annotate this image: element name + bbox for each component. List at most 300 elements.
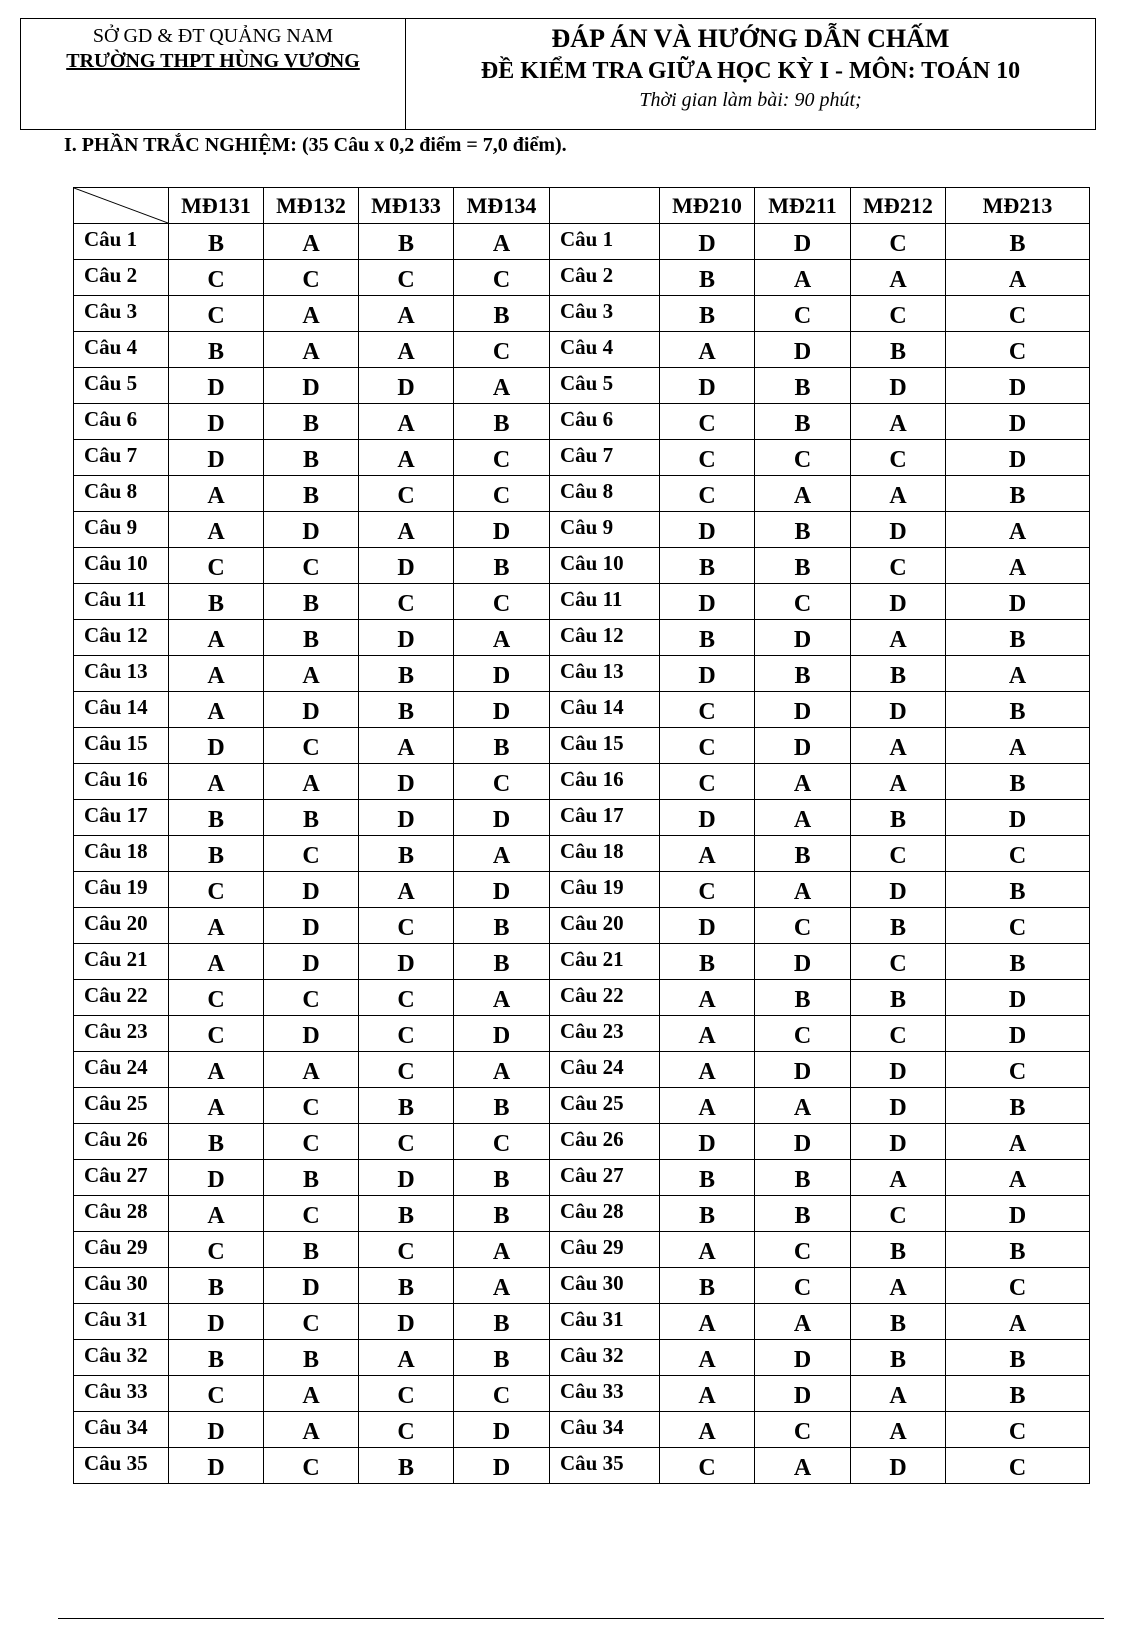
answer-cell: D: [946, 1016, 1090, 1052]
answer-cell: D: [359, 764, 454, 800]
answer-cell: C: [851, 548, 946, 584]
answer-cell: A: [169, 620, 264, 656]
answer-cell: D: [169, 440, 264, 476]
answer-cell: C: [359, 1412, 454, 1448]
question-label: Câu 21: [74, 944, 169, 980]
answer-cell: A: [660, 1052, 755, 1088]
answer-cell: A: [755, 260, 851, 296]
answer-cell: D: [264, 1268, 359, 1304]
question-label: Câu 3: [550, 296, 660, 332]
answer-cell: B: [169, 1268, 264, 1304]
answer-cell: D: [169, 404, 264, 440]
question-label: Câu 14: [550, 692, 660, 728]
answer-cell: A: [851, 1376, 946, 1412]
question-label: Câu 18: [550, 836, 660, 872]
answer-cell: C: [660, 440, 755, 476]
answer-cell: B: [946, 1376, 1090, 1412]
answer-cell: D: [755, 620, 851, 656]
question-label: Câu 9: [550, 512, 660, 548]
answer-cell: A: [454, 1052, 550, 1088]
answer-cell: D: [851, 872, 946, 908]
answer-key-table: [73, 187, 1090, 1484]
answer-cell: D: [359, 548, 454, 584]
answer-cell: A: [851, 728, 946, 764]
answer-cell: B: [755, 404, 851, 440]
answer-cell: B: [660, 1196, 755, 1232]
answer-cell: A: [359, 440, 454, 476]
table-row: [74, 980, 1090, 1016]
answer-cell: B: [169, 800, 264, 836]
question-label: Câu 25: [74, 1088, 169, 1124]
answer-cell: B: [946, 944, 1090, 980]
table-row: [74, 1196, 1090, 1232]
question-label: Câu 35: [74, 1448, 169, 1484]
answer-cell: D: [359, 368, 454, 404]
exam-code-header: MĐ133: [359, 188, 454, 224]
answer-cell: C: [169, 548, 264, 584]
answer-cell: A: [359, 1340, 454, 1376]
answer-cell: C: [851, 440, 946, 476]
answer-cell: C: [755, 1268, 851, 1304]
question-label: Câu 24: [550, 1052, 660, 1088]
answer-cell: C: [169, 1016, 264, 1052]
answer-cell: C: [946, 1268, 1090, 1304]
answer-cell: A: [851, 1160, 946, 1196]
answer-cell: C: [755, 584, 851, 620]
header-left-block: [21, 19, 406, 129]
answer-cell: A: [660, 1376, 755, 1412]
answer-cell: D: [359, 620, 454, 656]
answer-cell: D: [169, 368, 264, 404]
question-label: Câu 29: [550, 1232, 660, 1268]
answer-cell: C: [755, 1016, 851, 1052]
answer-cell: A: [454, 1232, 550, 1268]
table-row: [74, 1268, 1090, 1304]
answer-cell: A: [169, 908, 264, 944]
answer-cell: A: [755, 1448, 851, 1484]
question-label: Câu 28: [74, 1196, 169, 1232]
answer-cell: C: [946, 332, 1090, 368]
answer-cell: D: [755, 1376, 851, 1412]
answer-cell: B: [169, 836, 264, 872]
answer-cell: B: [264, 440, 359, 476]
answer-cell: D: [264, 1016, 359, 1052]
answer-cell: C: [660, 728, 755, 764]
answer-cell: B: [359, 692, 454, 728]
answer-cell: D: [169, 1160, 264, 1196]
answer-cell: A: [169, 656, 264, 692]
answer-cell: D: [946, 800, 1090, 836]
answer-cell: A: [359, 404, 454, 440]
answer-cell: A: [264, 764, 359, 800]
answer-cell: D: [454, 512, 550, 548]
question-label: Câu 1: [74, 224, 169, 260]
exam-code-header: MĐ210: [660, 188, 755, 224]
exam-code-header: MĐ212: [851, 188, 946, 224]
answer-cell: C: [851, 296, 946, 332]
answer-cell: C: [359, 1232, 454, 1268]
answer-cell: D: [755, 728, 851, 764]
answer-cell: D: [454, 872, 550, 908]
answer-cell: A: [755, 800, 851, 836]
question-label: Câu 16: [550, 764, 660, 800]
answer-cell: D: [755, 1340, 851, 1376]
answer-cell: B: [946, 620, 1090, 656]
answer-cell: C: [169, 296, 264, 332]
table-row: [74, 656, 1090, 692]
question-label: Câu 5: [550, 368, 660, 404]
answer-cell: C: [946, 1052, 1090, 1088]
answer-cell: C: [755, 1412, 851, 1448]
answer-cell: A: [454, 224, 550, 260]
answer-cell: C: [660, 692, 755, 728]
answer-cell: B: [851, 1232, 946, 1268]
question-label: Câu 15: [74, 728, 169, 764]
answer-cell: B: [359, 1448, 454, 1484]
question-label: Câu 35: [550, 1448, 660, 1484]
question-label: Câu 25: [550, 1088, 660, 1124]
answer-cell: B: [946, 1232, 1090, 1268]
answer-cell: C: [851, 1196, 946, 1232]
answer-cell: A: [946, 260, 1090, 296]
question-label: Câu 31: [74, 1304, 169, 1340]
answer-cell: A: [946, 728, 1090, 764]
table-row: [74, 440, 1090, 476]
answer-cell: B: [359, 1088, 454, 1124]
answer-cell: A: [264, 224, 359, 260]
answer-cell: C: [660, 764, 755, 800]
question-label: Câu 13: [550, 656, 660, 692]
question-label: Câu 9: [74, 512, 169, 548]
answer-cell: D: [946, 584, 1090, 620]
table-row: [74, 260, 1090, 296]
answer-cell: B: [946, 692, 1090, 728]
question-label: Câu 33: [550, 1376, 660, 1412]
answer-cell: A: [359, 512, 454, 548]
question-label: Câu 13: [74, 656, 169, 692]
question-label: Câu 1: [550, 224, 660, 260]
answer-cell: C: [359, 1016, 454, 1052]
question-label: Câu 29: [74, 1232, 169, 1268]
answer-cell: A: [660, 980, 755, 1016]
exam-duration: Thời gian làm bài: 90 phút;: [639, 89, 862, 111]
answer-cell: B: [851, 800, 946, 836]
answer-cell: C: [755, 1232, 851, 1268]
answer-cell: B: [264, 620, 359, 656]
answer-cell: D: [946, 368, 1090, 404]
answer-cell: C: [851, 836, 946, 872]
exam-code-header: MĐ134: [454, 188, 550, 224]
answer-cell: C: [946, 1448, 1090, 1484]
answer-cell: D: [946, 980, 1090, 1016]
question-label: Câu 32: [74, 1340, 169, 1376]
answer-cell: A: [660, 1304, 755, 1340]
exam-title: ĐỀ KIỂM TRA GIỮA HỌC KỲ I - MÔN: TOÁN 10: [480, 58, 1021, 84]
answer-cell: C: [264, 836, 359, 872]
answer-cell: C: [660, 476, 755, 512]
answer-cell: D: [851, 512, 946, 548]
table-row: [74, 1232, 1090, 1268]
question-label: Câu 21: [550, 944, 660, 980]
answer-cell: C: [359, 260, 454, 296]
answer-cell: B: [454, 548, 550, 584]
question-label: Câu 30: [74, 1268, 169, 1304]
question-label: Câu 6: [74, 404, 169, 440]
answer-cell: A: [755, 1304, 851, 1340]
answer-cell: D: [660, 224, 755, 260]
question-label: Câu 19: [74, 872, 169, 908]
answer-cell: D: [359, 1304, 454, 1340]
question-label: Câu 24: [74, 1052, 169, 1088]
table-row: [74, 512, 1090, 548]
answer-cell: B: [851, 908, 946, 944]
answer-cell: B: [660, 548, 755, 584]
table-row: [74, 728, 1090, 764]
answer-cell: D: [454, 800, 550, 836]
answer-cell: B: [755, 980, 851, 1016]
answer-cell: A: [851, 1268, 946, 1304]
answer-cell: B: [359, 656, 454, 692]
answer-cell: D: [755, 692, 851, 728]
answer-cell: B: [851, 980, 946, 1016]
answer-cell: B: [169, 1340, 264, 1376]
answer-cell: D: [454, 656, 550, 692]
answer-cell: B: [660, 944, 755, 980]
answer-cell: D: [660, 512, 755, 548]
question-label: Câu 15: [550, 728, 660, 764]
question-label: Câu 18: [74, 836, 169, 872]
answer-cell: B: [264, 1160, 359, 1196]
question-label: Câu 11: [550, 584, 660, 620]
answer-cell: B: [454, 296, 550, 332]
question-label: Câu 8: [550, 476, 660, 512]
question-label: Câu 2: [550, 260, 660, 296]
answer-cell: C: [359, 1124, 454, 1160]
answer-cell: D: [851, 1124, 946, 1160]
exam-code-header: MĐ132: [264, 188, 359, 224]
answer-cell: D: [660, 368, 755, 404]
answer-cell: C: [454, 476, 550, 512]
answer-cell: A: [755, 476, 851, 512]
table-row: [74, 872, 1090, 908]
table-row: [74, 476, 1090, 512]
question-label: Câu 34: [550, 1412, 660, 1448]
answer-cell: B: [169, 1124, 264, 1160]
question-label: Câu 22: [74, 980, 169, 1016]
answer-cell: B: [454, 1196, 550, 1232]
question-label: Câu 4: [74, 332, 169, 368]
question-label: Câu 11: [74, 584, 169, 620]
answer-cell: B: [755, 836, 851, 872]
answer-cell: B: [359, 1268, 454, 1304]
answer-cell: C: [359, 980, 454, 1016]
table-row: [74, 404, 1090, 440]
question-label: Câu 17: [74, 800, 169, 836]
answer-cell: B: [454, 1088, 550, 1124]
answer-cell: D: [454, 692, 550, 728]
table-row: [74, 1160, 1090, 1196]
answer-cell: C: [454, 764, 550, 800]
answer-cell: A: [454, 368, 550, 404]
table-row: [74, 1016, 1090, 1052]
answer-cell: B: [660, 296, 755, 332]
answer-cell: B: [169, 332, 264, 368]
answer-cell: C: [454, 1124, 550, 1160]
question-label: Câu 19: [550, 872, 660, 908]
table-row: [74, 944, 1090, 980]
answer-cell: A: [264, 656, 359, 692]
exam-code-header: MĐ211: [755, 188, 851, 224]
answer-cell: B: [169, 584, 264, 620]
answer-cell: A: [454, 836, 550, 872]
answer-cell: B: [359, 1196, 454, 1232]
table-row: [74, 1448, 1090, 1484]
question-label: Câu 12: [550, 620, 660, 656]
table-row: [74, 1304, 1090, 1340]
answer-cell: C: [660, 872, 755, 908]
question-label: Câu 7: [550, 440, 660, 476]
question-label: Câu 28: [550, 1196, 660, 1232]
question-label: Câu 10: [74, 548, 169, 584]
answer-cell: B: [454, 404, 550, 440]
answer-cell: A: [359, 332, 454, 368]
answer-cell: C: [454, 440, 550, 476]
answer-cell: B: [660, 260, 755, 296]
answer-cell: D: [660, 656, 755, 692]
answer-cell: A: [264, 1412, 359, 1448]
answer-cell: B: [851, 332, 946, 368]
answer-cell: B: [454, 1340, 550, 1376]
answer-cell: D: [755, 1052, 851, 1088]
table-row: [74, 1052, 1090, 1088]
answer-cell: A: [851, 620, 946, 656]
footer-divider: [58, 1618, 1104, 1619]
question-label: Câu 33: [74, 1376, 169, 1412]
table-row: [74, 1088, 1090, 1124]
answer-cell: B: [660, 620, 755, 656]
question-label: Câu 17: [550, 800, 660, 836]
answer-cell: D: [851, 1448, 946, 1484]
answer-cell: B: [454, 1304, 550, 1340]
question-label: Câu 8: [74, 476, 169, 512]
table-row: [74, 800, 1090, 836]
answer-cell: D: [755, 332, 851, 368]
question-label: Câu 27: [74, 1160, 169, 1196]
answer-cell: C: [946, 836, 1090, 872]
document-title: ĐÁP ÁN VÀ HƯỚNG DẪN CHẤM: [551, 24, 950, 53]
answer-cell: A: [660, 1412, 755, 1448]
answer-cell: A: [946, 512, 1090, 548]
answer-cell: B: [660, 1160, 755, 1196]
answer-cell: D: [359, 944, 454, 980]
question-label: Câu 2: [74, 260, 169, 296]
answer-cell: A: [169, 764, 264, 800]
answer-cell: D: [359, 800, 454, 836]
answer-cell: A: [660, 332, 755, 368]
answer-cell: A: [755, 764, 851, 800]
answer-cell: B: [946, 1088, 1090, 1124]
table-row: [74, 296, 1090, 332]
answer-cell: A: [169, 476, 264, 512]
answer-cell: D: [755, 944, 851, 980]
answer-cell: A: [946, 548, 1090, 584]
answer-cell: D: [851, 1088, 946, 1124]
answer-cell: C: [264, 1304, 359, 1340]
answer-cell: D: [264, 512, 359, 548]
answer-cell: A: [359, 728, 454, 764]
answer-cell: A: [946, 656, 1090, 692]
answer-cell: A: [755, 1088, 851, 1124]
table-row: [74, 764, 1090, 800]
question-label: Câu 4: [550, 332, 660, 368]
answer-cell: B: [851, 1304, 946, 1340]
answer-cell: B: [359, 224, 454, 260]
answer-cell: C: [264, 1088, 359, 1124]
answer-cell: A: [169, 944, 264, 980]
answer-cell: D: [264, 944, 359, 980]
table-row: [74, 1340, 1090, 1376]
answer-cell: C: [264, 548, 359, 584]
answer-cell: D: [660, 1124, 755, 1160]
answer-cell: D: [755, 224, 851, 260]
question-label: Câu 22: [550, 980, 660, 1016]
question-label: Câu 12: [74, 620, 169, 656]
answer-cell: C: [851, 944, 946, 980]
answer-cell: A: [755, 872, 851, 908]
answer-cell: A: [454, 980, 550, 1016]
answer-cell: D: [660, 584, 755, 620]
answer-cell: A: [359, 296, 454, 332]
table-row: [74, 836, 1090, 872]
answer-cell: C: [755, 908, 851, 944]
answer-cell: C: [264, 1124, 359, 1160]
answer-cell: A: [169, 1088, 264, 1124]
answer-cell: B: [264, 476, 359, 512]
table-row: [74, 1376, 1090, 1412]
question-label: Câu 20: [74, 908, 169, 944]
question-label: Câu 23: [74, 1016, 169, 1052]
answer-cell: C: [169, 1376, 264, 1412]
question-label: Câu 10: [550, 548, 660, 584]
answer-cell: D: [264, 872, 359, 908]
table-header-row: [74, 188, 1090, 224]
answer-cell: C: [264, 260, 359, 296]
answer-cell: C: [359, 1376, 454, 1412]
answer-cell: C: [264, 1196, 359, 1232]
question-label: Câu 23: [550, 1016, 660, 1052]
answer-cell: C: [946, 908, 1090, 944]
answer-cell: C: [169, 260, 264, 296]
answer-cell: B: [169, 224, 264, 260]
answer-cell: A: [851, 764, 946, 800]
answer-cell: C: [264, 728, 359, 764]
question-label: Câu 31: [550, 1304, 660, 1340]
question-label: Câu 27: [550, 1160, 660, 1196]
answer-cell: C: [851, 224, 946, 260]
question-label: Câu 30: [550, 1268, 660, 1304]
question-label: Câu 6: [550, 404, 660, 440]
answer-cell: D: [169, 728, 264, 764]
table-row: [74, 1124, 1090, 1160]
blank-header-cell: [550, 188, 660, 224]
answer-cell: B: [851, 1340, 946, 1376]
answer-cell: B: [946, 872, 1090, 908]
answer-cell: A: [660, 1088, 755, 1124]
answer-cell: B: [755, 656, 851, 692]
answer-cell: B: [946, 1340, 1090, 1376]
answer-cell: C: [169, 872, 264, 908]
answer-cell: C: [851, 1016, 946, 1052]
